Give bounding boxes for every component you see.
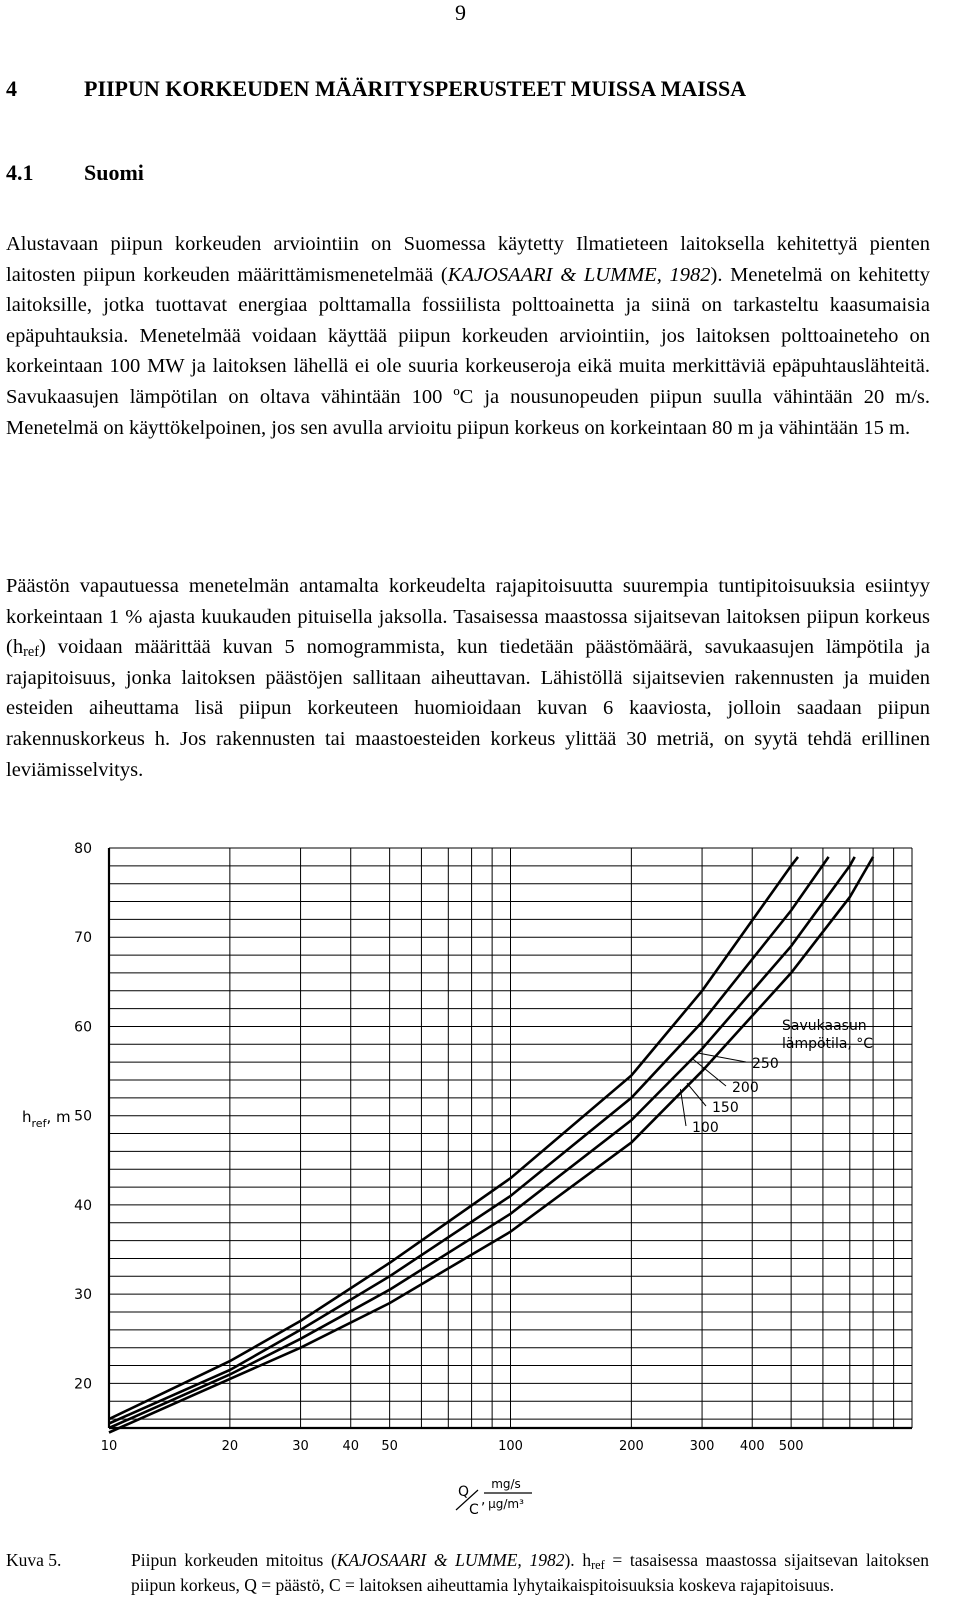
para1-citation: KAJOSAARI & LUMME, 1982	[447, 263, 711, 286]
para2-text-a: Päästön vapautuessa menetelmän antamalta korkeudelta rajapitoisuutta suurempia tuntipitoisuuksia esiintyy korkeintaan 1 % ajasta kuukauden pituisella jaksolla. Tasaisessa maastossa sijaitsevan laitoksen piipun korkeus (h	[6, 575, 930, 659]
svg-text:μg/m³: μg/m³	[488, 1497, 524, 1511]
body-paragraph-2	[6, 571, 930, 785]
page-number: 9	[455, 0, 466, 25]
x-tick-label: 300	[689, 1439, 715, 1454]
caption-text-a: Piipun korkeuden mitoitus (	[131, 1550, 337, 1570]
x-tick-label: 100	[498, 1439, 523, 1454]
x-tick-label: 20	[221, 1439, 239, 1454]
para2-subscript: ref	[23, 644, 39, 661]
y-tick-label: 60	[74, 1019, 92, 1036]
section-heading	[6, 160, 144, 186]
caption-label: Kuva 5.	[6, 1550, 62, 1570]
series-label-200: 200	[732, 1080, 759, 1096]
series-label-250: 250	[752, 1056, 779, 1072]
series-line-200	[109, 857, 855, 1428]
series-line-250	[109, 857, 873, 1433]
svg-text:C: C	[469, 1502, 479, 1518]
x-tick-label: 500	[778, 1439, 804, 1454]
series-label-100: 100	[692, 1120, 719, 1136]
svg-text:Q: Q	[458, 1484, 470, 1500]
para2-text-b: ) voidaan määrittää kuvan 5 nomogrammista, kun tiedetään päästömäärä, savukaasujen lämpötila ja rajapitoisuus, jonka laitoksen päästöjen sallitaan aiheuttavan. Lähistöllä sijaitsevien rakennusten ja muiden esteiden aiheuttama lisä piipun korkeuteen huomioidaan kuvan 6 kaaviosta, jolloin saadaan piipun rakennuskorkeus h. Jos rakennusten tai maastoesteiden korkeus ylittää 30 metriä, on syytä tehdä erillinen leviämisselvitys.	[6, 636, 930, 781]
chapter-number: 4	[6, 76, 17, 101]
series-line-100	[109, 857, 798, 1419]
x-tick-label: 50	[381, 1439, 398, 1454]
y-tick-label: 80	[74, 841, 92, 857]
legend-title-line-1: Savukaasun	[782, 1018, 867, 1034]
chart-tick-labels	[74, 841, 803, 1454]
y-tick-label: 50	[74, 1108, 92, 1125]
body-paragraph-1	[6, 229, 930, 443]
section-title: Suomi	[84, 160, 144, 185]
series-leader-250	[699, 1053, 746, 1062]
caption-subscript: ref	[591, 1558, 605, 1572]
series-leader-100	[680, 1089, 686, 1126]
y-tick-label: 20	[74, 1376, 92, 1393]
para1-text-b: ). Menetelmä on kehitetty laitoksille, jotka tuottavat energiaa polttamalla fossiilista polttoainetta ja siinä on tarkasteltu kaasumaisia epäpuhtauksia. Menetelmää voidaan käyttää piipun korkeuden arviointiin, jos laitoksen polttoaineteho on korkeintaan 100 MW ja laitoksen lähellä ei ole suuria korkeuseroja eikä muita merkittäviä epäpuhtauslähteitä. Savukaasujen lämpötilan on oltava vähintään 100 ºC ja nousunopeuden piipun suulla vähintään 20 m/s. Menetelmä on käyttökelpoinen, jos sen avulla arvioitu piipun korkeus on korkeintaan 80 m ja vähintään 15 m.	[6, 263, 930, 439]
chapter-title: PIIPUN KORKEUDEN MÄÄRITYSPERUSTEET MUISSA MAISSA	[84, 76, 747, 101]
chart-grid	[109, 848, 912, 1428]
caption-citation: KAJOSAARI & LUMME, 1982	[336, 1550, 565, 1570]
para1-text-a: Alustavaan piipun korkeuden arviointiin on Suomessa käytetty Ilmatieteen laitoksella kehitettyä pienten laitosten piipun korkeuden määrittämismenetelmää (	[6, 233, 930, 286]
caption-text-c: = tasaisessa maastossa sijaitsevan laitoksen piipun korkeus, Q = päästö, C = laitoksen aiheuttamia lyhytaikaispitoisuuksia koskeva rajapitoisuus.	[131, 1550, 929, 1595]
y-tick-label: 40	[74, 1197, 92, 1214]
section-number: 4.1	[6, 160, 34, 185]
x-tick-label: 400	[739, 1439, 765, 1454]
legend-title-line-2: lämpötila, °C	[782, 1036, 874, 1052]
caption-text	[131, 1548, 929, 1598]
svg-text:mg/s: mg/s	[491, 1477, 521, 1491]
x-tick-label: 10	[100, 1439, 118, 1454]
nomogram-figure	[0, 840, 960, 1540]
x-tick-label: 200	[618, 1439, 644, 1454]
x-tick-label: 40	[342, 1439, 360, 1454]
x-tick-label: 30	[292, 1439, 309, 1454]
chapter-heading	[6, 76, 746, 102]
nomogram-chart	[0, 840, 960, 1540]
y-axis-label: $h_{ref}$, m	[22, 1108, 71, 1130]
series-leader-150	[687, 1083, 706, 1106]
x-axis-label	[456, 1477, 532, 1518]
y-tick-label: 70	[74, 930, 92, 947]
series-label-150: 150	[712, 1100, 739, 1116]
y-tick-label: 30	[74, 1287, 92, 1304]
series-line-150	[109, 857, 829, 1424]
svg-text:,: ,	[481, 1492, 486, 1508]
caption-text-b: ). h	[564, 1550, 592, 1570]
chart-curves	[109, 857, 873, 1433]
